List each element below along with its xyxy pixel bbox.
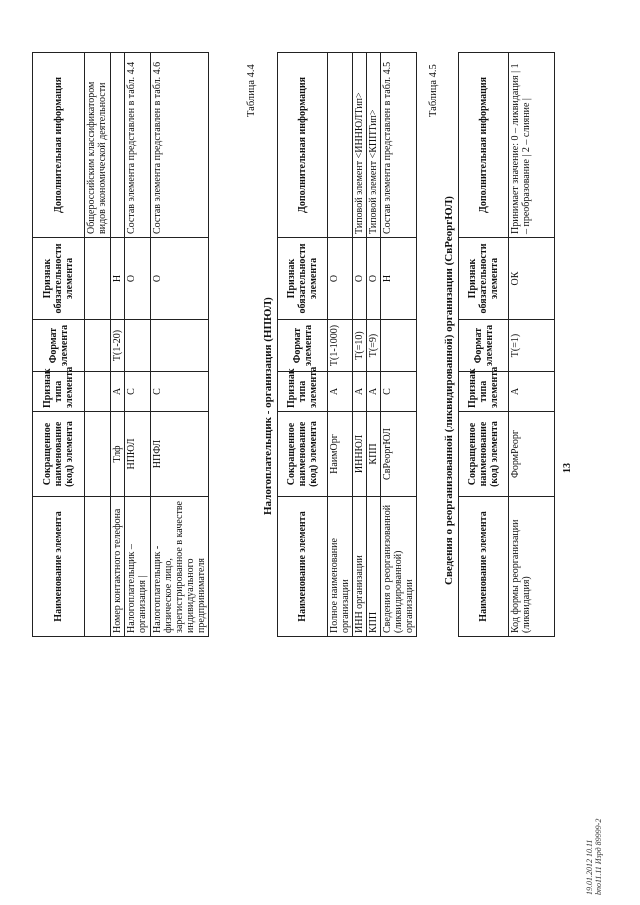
table-row: Код формы реорганизации (ликвидация) ФормРеорг А Т(=1) ОК Принимает значение: 0 – ликвидация | 1 – преобразование | 2 – слияние | bbox=[509, 53, 555, 637]
col-header-code: Сокращенное наименование (код) элемента bbox=[278, 412, 328, 497]
col-header-format: Формат элемента bbox=[459, 320, 509, 372]
okved-note: Общероссийским классификатором видов экономической деятельности bbox=[85, 53, 111, 238]
svreorg-table bbox=[458, 52, 555, 637]
col-header-required: Признак обязательности элемента bbox=[459, 238, 509, 320]
col-header-format: Формат элемента bbox=[278, 320, 328, 372]
npul-table bbox=[277, 52, 417, 637]
col-header-name: Наименование элемента bbox=[459, 497, 509, 637]
table-caption: Налогоплательщик - организация (НПЮЛ) bbox=[262, 297, 274, 515]
table-row: Сведения о реорганизованной (ликвидированной) организации СвРеоргЮЛ С Н Состав элемента представлен в табл. 4.5 bbox=[381, 53, 417, 637]
table-row: Номер контактного телефона Тлф А Т(1-20) Н bbox=[111, 53, 125, 637]
col-header-code: Сокращенное наименование (код) элемента bbox=[33, 412, 85, 497]
col-header-required: Признак обязательности элемента bbox=[33, 238, 85, 320]
table-caption: Сведения о реорганизованной (ликвидированной) организации (СвРеоргЮЛ) bbox=[443, 196, 455, 585]
col-header-info: Дополнительная информация bbox=[459, 53, 509, 238]
col-header-format: Формат элемента bbox=[33, 320, 85, 372]
col-header-required: Признак обязательности элемента bbox=[278, 238, 328, 320]
elements-table-continued bbox=[32, 52, 209, 637]
col-header-info: Дополнительная информация bbox=[33, 53, 85, 238]
footer-stamp: 19.01.2012 10.11 bno11.11 Изрд 89999-2 bbox=[585, 818, 603, 895]
table-row: Полное наименование организации НаимОрг А Т(1-1000) О bbox=[328, 53, 353, 637]
col-header-info: Дополнительная информация bbox=[278, 53, 328, 238]
col-header-name: Наименование элемента bbox=[33, 497, 85, 637]
col-header-type: Признак типа элемента bbox=[278, 372, 328, 412]
col-header-code: Сокращенное наименование (код) элемента bbox=[459, 412, 509, 497]
table-row: ИНН организации ИННЮЛ А Т(=10) О Типовой элемент <ИННЮЛТип> bbox=[353, 53, 367, 637]
table-row: Налогоплательщик – организация | НПЮЛ С О Состав элемента представлен в табл. 4.4 bbox=[125, 53, 151, 637]
table-label: Таблица 4.4 bbox=[246, 64, 257, 117]
table-row: Налогоплательщик - физическое лицо, зарегистрированное в качестве индивидуального предпринимателя НПФЛ С О Состав элемента представлен в табл. 4.6 bbox=[151, 53, 209, 637]
page-number: 13 bbox=[562, 463, 573, 473]
table-label: Таблица 4.5 bbox=[428, 64, 439, 117]
table-row: КПП КПП А Т(=9) О Типовой элемент <КППТип> bbox=[367, 53, 381, 637]
col-header-type: Признак типа элемента bbox=[459, 372, 509, 412]
col-header-name: Наименование элемента bbox=[278, 497, 328, 637]
col-header-type: Признак типа элемента bbox=[33, 372, 85, 412]
